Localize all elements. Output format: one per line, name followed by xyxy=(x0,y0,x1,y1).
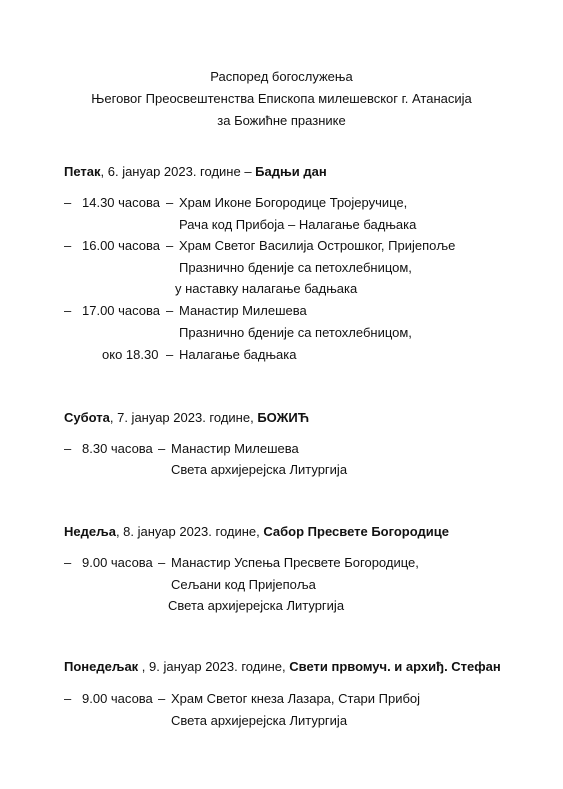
entry-bullet: – xyxy=(64,303,72,318)
document-title: Распоред богослужења xyxy=(210,69,353,84)
entry-location: Налагање бадњака xyxy=(179,347,297,362)
entry-separator: – xyxy=(166,347,174,362)
entry-location: Манастир Милешева xyxy=(171,441,299,456)
day-name: Субота xyxy=(64,410,110,425)
entry-time: 16.00 часова xyxy=(82,238,161,253)
day-heading-monday xyxy=(64,659,501,675)
day-name: Петак xyxy=(64,164,101,179)
feast-name: Сабор Пресвете Богородице xyxy=(263,524,449,539)
entry-location: Храм Светог кнеза Лазара, Стари Прибој xyxy=(171,691,421,706)
entry-time: 14.30 часова xyxy=(82,195,161,210)
entry-separator: – xyxy=(158,441,166,456)
entry-time: 9.00 часова xyxy=(82,691,153,706)
day-heading-friday xyxy=(64,164,327,180)
entry-separator: – xyxy=(166,238,174,253)
entry-detail: Празнично бденије са петохлебницом, xyxy=(179,260,412,275)
feast-name: БОЖИЋ xyxy=(257,410,310,425)
day-heading-saturday xyxy=(64,410,309,426)
entry-bullet: – xyxy=(64,238,72,253)
entry-separator: – xyxy=(166,195,174,210)
entry-detail: Рача код Прибоја – Налагање бадњака xyxy=(179,217,417,232)
day-date: , 6. јануар 2023. године xyxy=(100,164,245,179)
entry-bullet: – xyxy=(64,555,72,570)
feast-name: Бадњи дан xyxy=(255,164,327,179)
day-dash: – xyxy=(244,164,256,179)
document-subtitle-bishop: Његовог Преосвештенства Епископа милешевског г. Атанасија xyxy=(91,91,472,106)
entry-location: Манастир Успења Пресвете Богородице, xyxy=(171,555,419,570)
entry-time: 8.30 часова xyxy=(82,441,153,456)
day-date: , 9. јануар 2023. године, xyxy=(138,659,290,674)
entry-bullet: – xyxy=(64,691,72,706)
day-date: , 8. јануар 2023. године, xyxy=(115,524,264,539)
entry-bullet: – xyxy=(64,441,72,456)
entry-separator: – xyxy=(166,303,174,318)
entry-detail: Празнично бденије са петохлебницом, xyxy=(179,325,412,340)
entry-detail: у наставку налагање бадњака xyxy=(175,281,358,296)
document-subtitle-occasion: за Божићне празнике xyxy=(217,113,346,128)
day-date: , 7. јануар 2023. године, xyxy=(109,410,258,425)
entry-detail: Сељани код Пријепоља xyxy=(171,577,316,592)
entry-location: Манастир Милешева xyxy=(179,303,307,318)
entry-separator: – xyxy=(158,691,166,706)
day-heading-sunday xyxy=(64,524,449,540)
entry-detail: Света архијерејска Литургија xyxy=(171,713,348,728)
day-name: Понедељак xyxy=(64,659,139,674)
entry-location: Храм Иконе Богородице Тројеручице, xyxy=(179,195,408,210)
feast-name: Свети првомуч. и архиђ. Стефан xyxy=(289,659,501,674)
entry-detail: Света архијерејска Литургија xyxy=(168,598,345,613)
entry-detail: Света архијерејска Литургија xyxy=(171,462,348,477)
entry-bullet: – xyxy=(64,195,72,210)
entry-time: 17.00 часова xyxy=(82,303,161,318)
entry-location: Храм Светог Василија Острошког, Пријепоље xyxy=(179,238,456,253)
day-name: Недеља xyxy=(64,524,116,539)
entry-separator: – xyxy=(158,555,166,570)
entry-time: 9.00 часова xyxy=(82,555,153,570)
entry-time: око 18.30 xyxy=(102,347,159,362)
